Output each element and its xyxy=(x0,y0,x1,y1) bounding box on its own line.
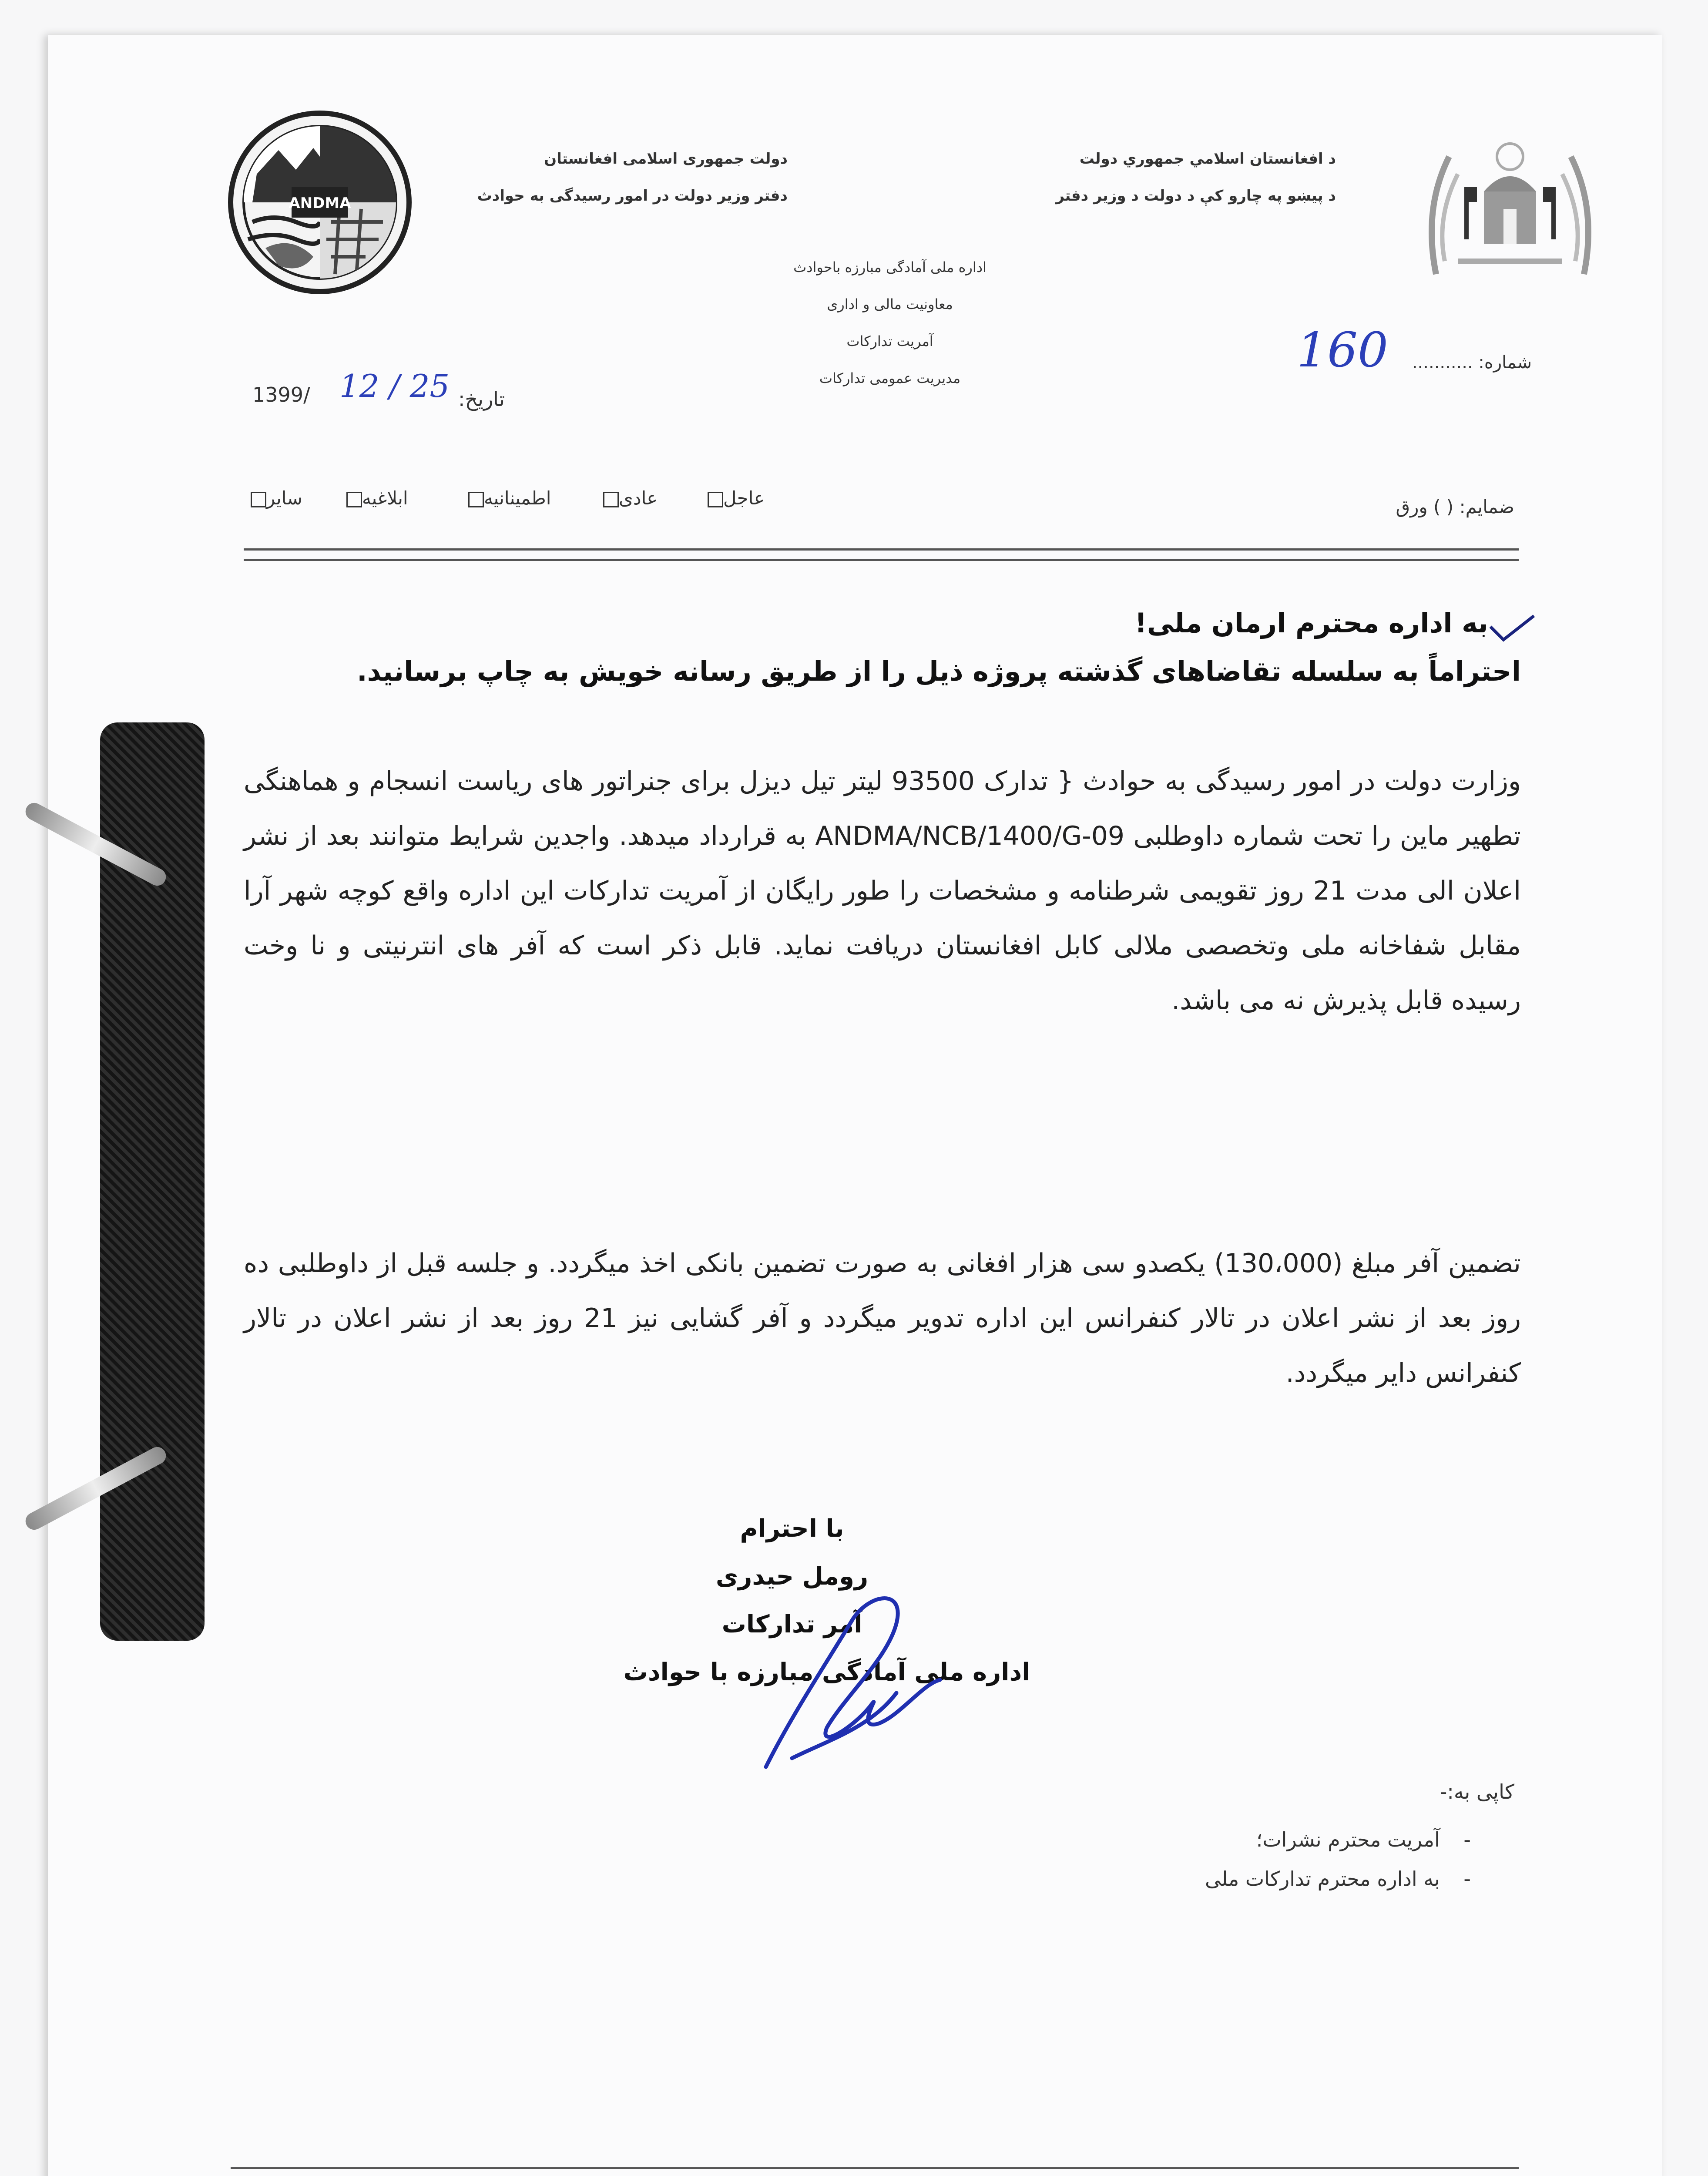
header-rule-bottom xyxy=(244,559,1519,561)
copy-bullet-1: - xyxy=(1463,1828,1471,1851)
copy-item-1-text: آمریت محترم نشرات؛ xyxy=(1256,1828,1440,1851)
attachments-field: ضمایم: ( ) ورق xyxy=(1396,496,1514,517)
checkbox-normal[interactable] xyxy=(603,492,619,507)
priority-urgent-label: عاجل xyxy=(723,487,765,509)
header-right-line2: د پیښو په چارو کې د دولت د وزیر دفتر xyxy=(1056,187,1336,205)
checkbox-notification[interactable] xyxy=(346,492,362,507)
header-center-line-3: آمریت تدارکات xyxy=(846,333,933,349)
header-rule-top xyxy=(244,548,1519,551)
letter-intro: احتراماً به سلسله تقاضاهای گذشته پروژه ذیل را از طریق رسانه خویش به چاپ برسانید. xyxy=(357,655,1521,687)
copy-item-2 xyxy=(1001,1867,1471,1891)
signature-scribble xyxy=(740,1584,966,1780)
priority-normal[interactable] xyxy=(601,487,658,509)
signature-organization: اداره ملی آمادگی مبارزه با حوادث xyxy=(623,1658,1030,1686)
date-label: تاریخ: xyxy=(458,387,505,411)
number-label: شماره: xyxy=(1478,353,1532,373)
checkbox-other[interactable] xyxy=(251,492,266,507)
copy-item-1 xyxy=(1001,1828,1471,1851)
date-value: 12 / 25 xyxy=(339,368,450,404)
letter-recipient: به اداره محترم ارمان ملی! xyxy=(1134,607,1488,639)
copy-label: کاپی به:- xyxy=(1440,1780,1514,1803)
priority-notification-label: ابلاغیه xyxy=(362,487,408,509)
number-value: 160 xyxy=(1297,322,1388,378)
priority-urgent[interactable] xyxy=(705,487,765,509)
header-center-line-1: اداره ملی آمادگی مبارزه باحوادث xyxy=(793,259,987,275)
copy-item-2-text: به اداره محترم تدارکات ملی xyxy=(1205,1867,1440,1891)
footer-rule-top xyxy=(231,2167,1519,2169)
andma-logo xyxy=(226,109,413,296)
copy-bullet-2: - xyxy=(1463,1867,1471,1891)
header-left-line2: دفتر وزیر دولت در امور رسیدگی به حوادث xyxy=(477,187,788,205)
logo-text: ANDMA xyxy=(289,195,351,212)
date-year: 1399/ xyxy=(252,383,310,406)
letter-paragraph-1: وزارت دولت در امور رسیدگی به حوادث { تدارک 93500 لیتر تیل دیزل برای جنراتور های ریاست انسجام و هماهنگی تطهیر ماین را تحت شماره داوطلبی ANDMA/NCB/1400/G-09 به قرارداد میدهد. واجدین شرایط متوانند بعد از نشر اعلان الی مدت 21 روز تقویمی شرطنامه و مشخصات را طور رایگان از آمریت تدارکات این اداره واقع کوچه شهر آرا مقابل شفاخانه ملی وتخصصی ملالی کابل افغانستان دریافت نماید. قابل ذکر است که آفر های انترنیتی و نا وخت رسیده قابل پذیرش نه می باشد. xyxy=(244,766,1521,1016)
priority-confirmation[interactable] xyxy=(466,487,551,509)
priority-notification[interactable] xyxy=(344,487,408,509)
signature-name: رومل حیدری xyxy=(715,1562,869,1591)
checkbox-confirmation[interactable] xyxy=(468,492,484,507)
letter-paragraph-2: تضمین آفر مبلغ (130،000) یکصدو سی هزار افغانی به صورت تضمین بانکی اخذ میگردد. و جلسه قبل از داوطلبی ده روز بعد از نشر اعلان در تالار کنفرانس این اداره تدویر میگردد و آفر گشایی نیز 21 روز بعد از نشر اعلان در تالار کنفرانس دایر میگردد. xyxy=(244,1248,1521,1388)
signature-title: آمر تدارکات xyxy=(721,1610,862,1639)
signature-regards: با احترام xyxy=(740,1514,844,1543)
afghan-emblem xyxy=(1419,131,1601,287)
priority-other[interactable] xyxy=(248,487,302,509)
header-left-line1: دولت جمهوری اسلامی افغانستان xyxy=(544,150,788,168)
header-right-line1: د افغانستان اسلامي جمهوري دولت xyxy=(1079,150,1336,168)
priority-confirmation-label: اطمینانیه xyxy=(484,487,551,509)
header-center-line-2: معاونیت مالی و اداری xyxy=(827,296,953,312)
header-center-line-4: مدیریت عمومی تدارکات xyxy=(819,370,961,386)
check-mark-icon xyxy=(1488,614,1536,644)
priority-other-label: سایر xyxy=(266,487,302,509)
priority-normal-label: عادی xyxy=(619,487,658,509)
number-dots: ........... xyxy=(1412,353,1473,373)
checkbox-urgent[interactable] xyxy=(708,492,723,507)
